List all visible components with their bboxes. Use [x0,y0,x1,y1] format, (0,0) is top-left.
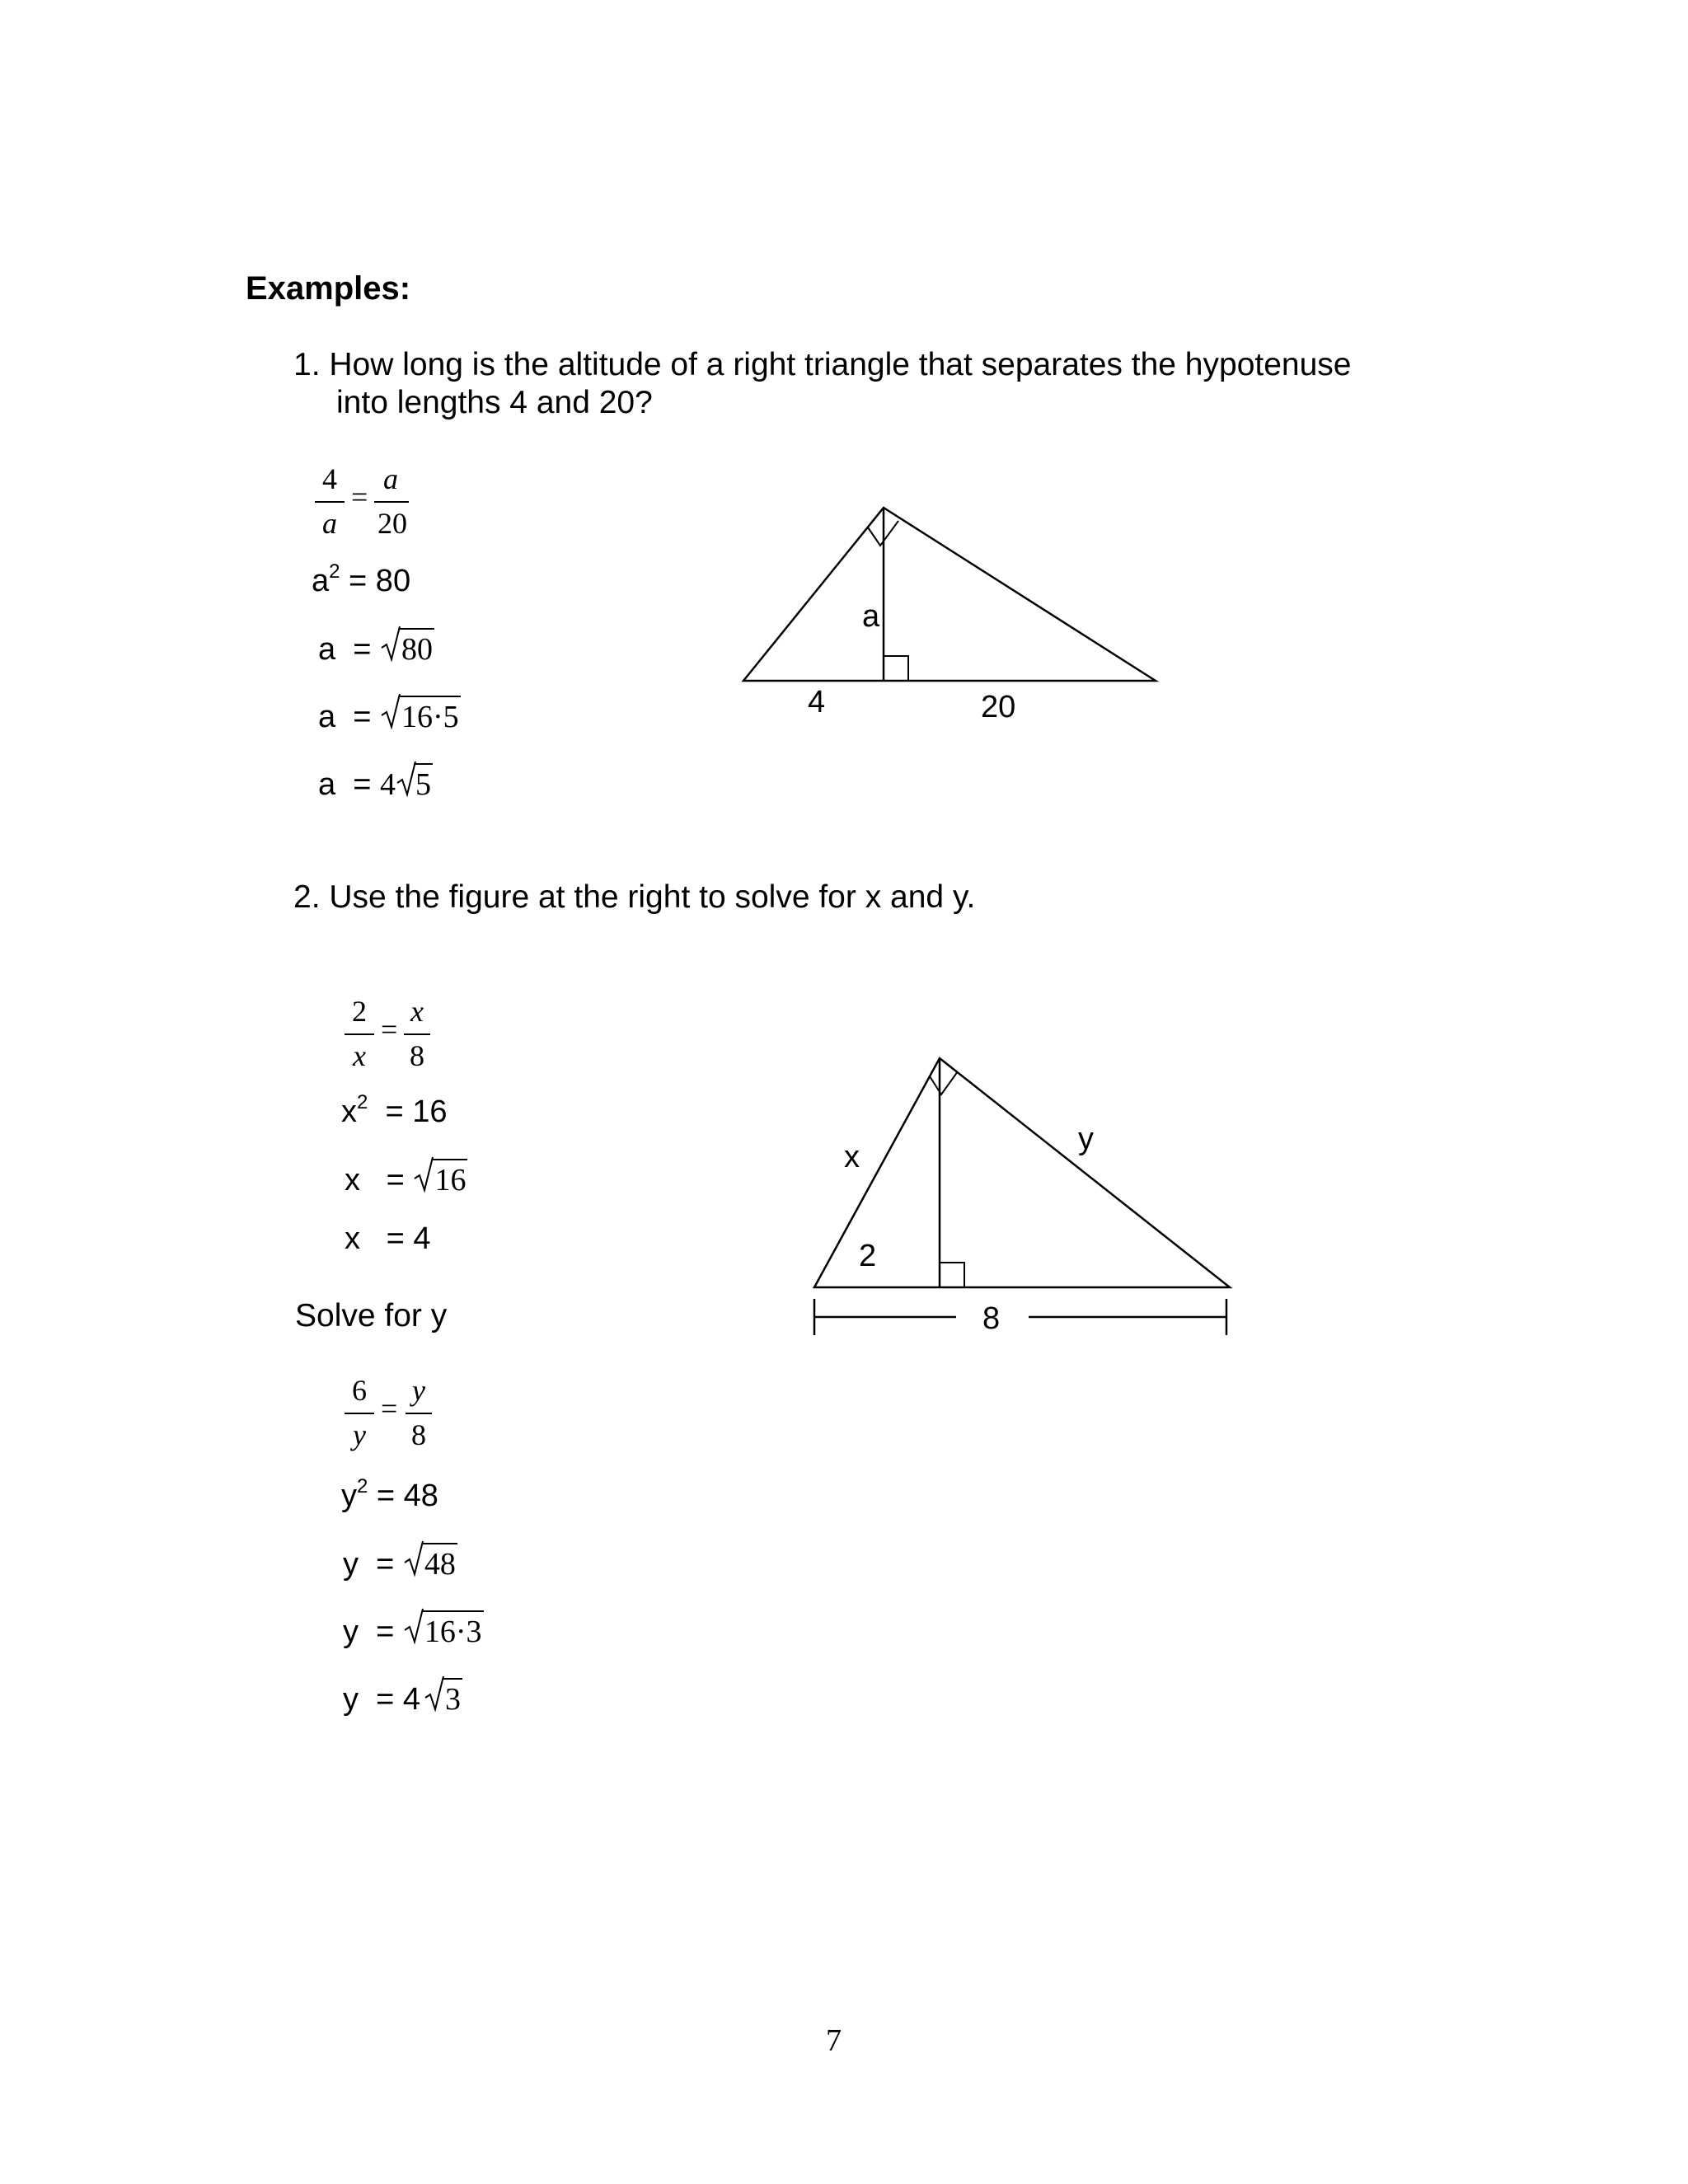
example1-question-line1: 1. How long is the altitude of a right triangle that separates the hypotenuse [293,347,1352,382]
fraction-numerator: y [412,1374,425,1407]
radical-sign-icon [413,1154,434,1195]
fraction-denominator: y [353,1418,366,1451]
page-number: 7 [826,2023,842,2058]
square-root: 16 [413,1159,467,1198]
example1-triangle-figure [725,494,1170,725]
example1-step-square: $a^2 = 80$ [312,560,411,598]
right-segment-label: 20 [981,690,1016,724]
square-root: 16·3 [403,1610,484,1650]
example1-question-line2: into lengths 4 and 20? [336,385,653,420]
square-root: 3 [424,1678,462,1718]
leg-x-label: x [844,1140,860,1174]
right-angle-mark-base [884,656,908,681]
example2-x-step-root: x = 16 [345,1159,467,1198]
leg-y-label: y [1078,1122,1094,1156]
radical-sign-icon [424,1673,445,1714]
radical-sign-icon [396,758,417,799]
example1-step-factor: a = 16·5 [318,696,461,735]
radical-sign-icon [403,1538,424,1579]
square-root: 5 [396,763,433,803]
example2-triangle-figure [799,1047,1245,1360]
example2-question: 2. Use the figure at the right to solve for x and y. [293,879,976,915]
fraction-denominator: a [322,507,337,540]
solve-for-y-label: Solve for y [295,1298,448,1333]
fraction-bar [315,501,345,503]
triangle-outline [743,508,1156,681]
equals-sign: = [381,1013,398,1046]
right-angle-mark-base [940,1263,964,1287]
example1-step-root: a = 80 [318,628,434,668]
fraction-denominator: x [353,1039,366,1072]
segment-label: 2 [859,1239,877,1273]
fraction-denominator: 8 [410,1039,424,1072]
example2-y-step-root: y = 48 [343,1543,457,1582]
example2-x-result: x = 4 [345,1221,431,1256]
fraction-numerator: x [410,995,424,1028]
example2-y-step-square: $y^2 = 48$ [341,1475,438,1513]
fraction-bar [404,1033,430,1035]
fraction-numerator: 2 [352,995,367,1028]
fraction-denominator: 20 [377,507,407,540]
altitude-label: a [862,599,880,634]
fraction-numerator: a [383,462,398,495]
equals-sign: = [381,1392,398,1425]
left-segment-label: 4 [808,685,826,719]
fraction-bar [406,1413,432,1414]
fraction-bar [345,1413,374,1414]
fraction-bar [374,501,409,503]
page-heading: Examples: [246,270,411,307]
example1-step-simplified: a = 4 5 [318,763,433,803]
triangle-outline [814,1058,1230,1287]
radical-sign-icon [403,1605,424,1647]
fraction-numerator: 4 [322,462,337,495]
square-root: 80 [380,628,434,668]
radical-sign-icon [380,623,401,664]
example2-y-result: y = 4 3 [343,1678,462,1718]
example2-x-step-square: $x^2 = 16$ [341,1091,448,1129]
radical-sign-icon [380,691,401,732]
right-angle-mark-apex [930,1071,958,1094]
fraction-numerator: 6 [352,1374,367,1407]
equals-sign: = [351,480,368,513]
square-root: 48 [403,1543,457,1582]
example2-y-step-factor: y = 16·3 [343,1610,484,1650]
hypotenuse-length-label: 8 [982,1301,1001,1336]
fraction-denominator: 8 [411,1418,426,1451]
fraction-bar [345,1033,374,1035]
square-root: 16·5 [380,696,461,735]
